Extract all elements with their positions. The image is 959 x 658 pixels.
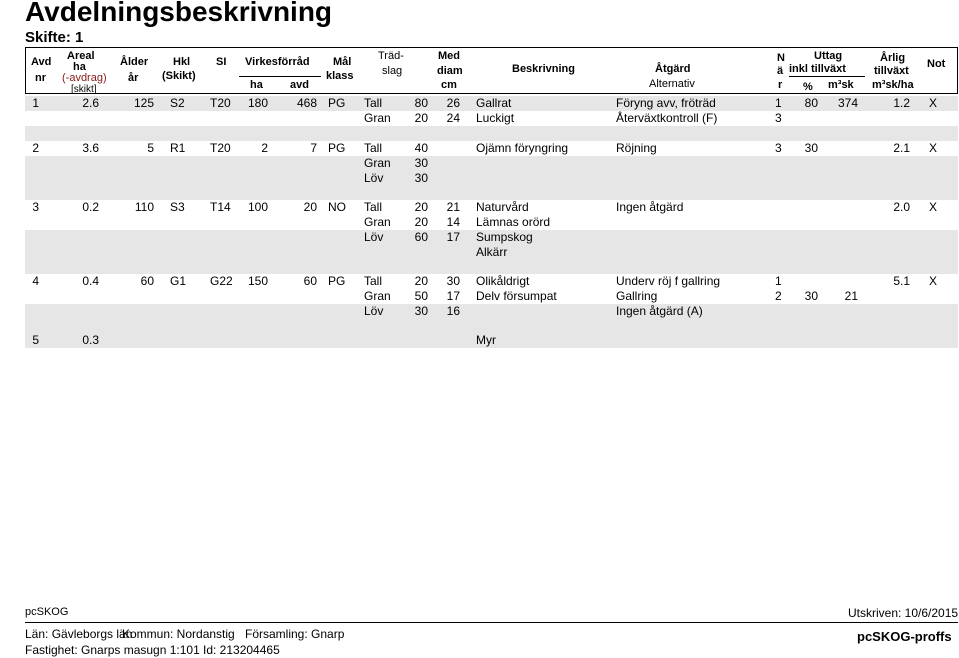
cell-beskrivning: Gallrat [476, 96, 512, 110]
hdr-alternativ: Alternativ [649, 78, 695, 90]
cell-pct: 30 [414, 171, 428, 185]
spacer-band [25, 185, 958, 200]
cell-si: T14 [210, 200, 231, 214]
cell-mal: PG [328, 141, 346, 155]
cell-nar: 1 [775, 96, 782, 110]
header-left-rule [25, 47, 26, 94]
cell-vf-ha: 180 [247, 96, 268, 110]
hdr-m3skha: m³sk/ha [872, 79, 914, 91]
cell-not: X [929, 200, 938, 214]
cell-tradslag: Löv [364, 230, 384, 244]
cell-tradslag: Löv [364, 304, 384, 318]
hdr-areal: Areal [67, 50, 95, 62]
cell-arlig: 1.2 [893, 96, 910, 110]
cell-pct: 20 [414, 200, 428, 214]
cell-vf-avd: 7 [310, 141, 317, 155]
cell-diam: 24 [446, 111, 460, 125]
cell-alder: 5 [147, 141, 154, 155]
cell-uttag-pct: 30 [804, 289, 818, 303]
cell-vf-ha: 150 [247, 274, 268, 288]
cell-not: X [929, 96, 938, 110]
cell-avd: 5 [32, 333, 39, 347]
cell-avd: 2 [32, 141, 39, 155]
hdr-mal: Mål [333, 56, 352, 68]
cell-diam: 26 [446, 96, 460, 110]
spacer-band [25, 259, 958, 274]
hdr-not: Not [927, 58, 946, 70]
cell-tradslag: Tall [364, 274, 383, 288]
hdr-avd: Avd [31, 56, 52, 68]
hdr-beskrivning: Beskrivning [512, 63, 575, 75]
hdr-med: Med [438, 50, 460, 62]
cell-nar: 3 [775, 141, 782, 155]
hdr-nr: nr [35, 72, 46, 84]
hdr-hkl: Hkl [173, 56, 191, 68]
cell-nar: 2 [775, 289, 782, 303]
cell-arlig: 2.1 [893, 141, 910, 155]
cell-avd: 4 [32, 274, 39, 288]
hdr-inkl: inkl tillväxt [789, 63, 846, 75]
header-bottom-rule [25, 93, 958, 94]
cell-beskrivning: Alkärr [476, 245, 508, 259]
cell-hkl: S3 [170, 200, 185, 214]
cell-mal: PG [328, 274, 346, 288]
cell-beskrivning: Olikåldrigt [476, 274, 530, 288]
cell-hkl: R1 [170, 141, 186, 155]
footer-printed-date: Utskriven: 10/6/2015 [848, 606, 959, 620]
cell-beskrivning: Myr [476, 333, 496, 347]
cell-beskrivning: Ojämn föryngring [476, 141, 569, 155]
page-title: Avdelningsbeskrivning [25, 0, 333, 27]
cell-vf-ha: 2 [261, 141, 268, 155]
cell-tradslag: Löv [364, 171, 384, 185]
cell-avd: 3 [32, 200, 39, 214]
cell-pct: 20 [414, 215, 428, 229]
hdr-diam: diam [437, 65, 463, 77]
cell-diam: 14 [446, 215, 460, 229]
hdr-arlig: Årlig [880, 52, 906, 64]
cell-areal: 2.6 [82, 96, 99, 110]
cell-not: X [929, 274, 938, 288]
cell-not: X [929, 141, 938, 155]
cell-atgard: Gallring [616, 289, 658, 303]
cell-beskrivning: Delv försumpat [476, 289, 557, 303]
hdr-alder: Ålder [120, 56, 149, 68]
footer-lan: Län: Gävleborgs län [25, 627, 133, 641]
hdr-trad: Träd- [378, 50, 404, 62]
uttag-rule [789, 76, 865, 77]
cell-vf-avd: 468 [296, 96, 317, 110]
spacer-band [25, 318, 958, 333]
hdr-vf-ha: ha [250, 79, 263, 91]
cell-vf-avd: 20 [303, 200, 317, 214]
hdr-si: SI [216, 56, 227, 68]
footer-kommun: Kommun: Nordanstig [122, 627, 235, 641]
hdr-m3sk: m³sk [828, 79, 854, 91]
page-subtitle: Skifte: 1 [25, 29, 84, 46]
cell-tradslag: Gran [364, 215, 391, 229]
spacer-band [25, 126, 958, 141]
hdr-ha: ha [73, 61, 86, 73]
footer-forsamling: Församling: Gnarp [245, 627, 345, 641]
cell-si: T20 [210, 141, 231, 155]
cell-beskrivning: Luckigt [476, 111, 515, 125]
cell-alder: 125 [133, 96, 154, 110]
cell-pct: 80 [414, 96, 428, 110]
header-top-rule [25, 47, 958, 48]
cell-alder: 60 [140, 274, 154, 288]
cell-arlig: 5.1 [893, 274, 910, 288]
footer-id: Id: 213204465 [203, 643, 280, 657]
hdr-skikt-small: [skikt] [71, 84, 97, 95]
cell-tradslag: Tall [364, 200, 383, 214]
cell-vf-avd: 60 [303, 274, 317, 288]
row-band [25, 171, 958, 186]
hdr-hkl-skikt: (Skikt) [162, 70, 196, 82]
cell-atgard: Återväxtkontroll (F) [616, 111, 718, 125]
cell-uttag-m3: 21 [844, 289, 858, 303]
cell-tradslag: Gran [364, 111, 391, 125]
footer-logo: pcSKOG-proffs [857, 629, 952, 644]
cell-beskrivning: Naturvård [476, 200, 529, 214]
hdr-ar: år [128, 72, 139, 84]
cell-alder: 110 [134, 200, 154, 214]
hdr-a: ä [777, 65, 784, 77]
cell-vf-ha: 100 [247, 200, 268, 214]
row-band [25, 304, 958, 319]
cell-areal: 0.4 [82, 274, 99, 288]
cell-diam: 17 [446, 230, 460, 244]
cell-atgard: Föryng avv, fröträd [616, 96, 716, 110]
cell-pct: 30 [414, 304, 428, 318]
cell-nar: 1 [775, 274, 782, 288]
cell-mal: PG [328, 96, 346, 110]
footer-brand-small: pcSKOG [25, 606, 69, 618]
cell-tradslag: Tall [364, 96, 383, 110]
cell-areal: 0.3 [82, 333, 99, 347]
cell-pct: 40 [414, 141, 428, 155]
hdr-uttag: Uttag [814, 50, 843, 62]
cell-atgard: Ingen åtgärd [616, 200, 684, 214]
cell-areal: 3.6 [82, 141, 99, 155]
hdr-pct: % [803, 81, 813, 93]
row-band [25, 156, 958, 171]
cell-tradslag: Tall [364, 141, 383, 155]
footer-rule [25, 622, 958, 623]
cell-pct: 20 [414, 111, 428, 125]
hdr-n: N [777, 52, 785, 64]
footer-fastighet: Fastighet: Gnarps masugn 1:101 [25, 643, 200, 657]
cell-pct: 60 [414, 230, 428, 244]
header-right-rule [957, 47, 958, 94]
cell-diam: 30 [446, 274, 460, 288]
cell-diam: 21 [446, 200, 460, 214]
cell-tradslag: Gran [364, 156, 391, 170]
cell-beskrivning: Lämnas orörd [476, 215, 551, 229]
hdr-vf-avd: avd [290, 79, 309, 91]
cell-mal: NO [328, 200, 346, 214]
cell-pct: 30 [414, 156, 428, 170]
hdr-atgard: Åtgärd [655, 63, 691, 75]
vf-rule [239, 76, 321, 77]
cell-nar: 3 [775, 111, 782, 125]
cell-tradslag: Gran [364, 289, 391, 303]
hdr-klass: klass [326, 70, 354, 82]
cell-si: G22 [210, 274, 233, 288]
cell-areal: 0.2 [82, 200, 99, 214]
cell-uttag-m3: 374 [837, 96, 858, 110]
cell-beskrivning: Sumpskog [476, 230, 533, 244]
cell-hkl: G1 [170, 274, 187, 288]
hdr-slag: slag [382, 65, 403, 77]
cell-atgard: Underv röj f gallring [616, 274, 721, 288]
cell-arlig: 2.0 [893, 200, 910, 214]
cell-diam: 16 [446, 304, 460, 318]
cell-avd: 1 [32, 96, 39, 110]
cell-uttag-pct: 80 [804, 96, 818, 110]
hdr-r: r [778, 79, 783, 91]
hdr-virkesforrad: Virkesförråd [245, 56, 310, 68]
cell-diam: 17 [446, 289, 460, 303]
cell-atgard: Ingen åtgärd (A) [616, 304, 703, 318]
cell-pct: 50 [414, 289, 428, 303]
cell-si: T20 [210, 96, 231, 110]
hdr-cm: cm [441, 79, 457, 91]
cell-pct: 20 [414, 274, 428, 288]
cell-hkl: S2 [170, 96, 185, 110]
hdr-avdrag: (-avdrag) [62, 72, 107, 84]
cell-uttag-pct: 30 [804, 141, 818, 155]
hdr-tillvaxt: tillväxt [874, 65, 909, 77]
cell-atgard: Röjning [616, 141, 657, 155]
